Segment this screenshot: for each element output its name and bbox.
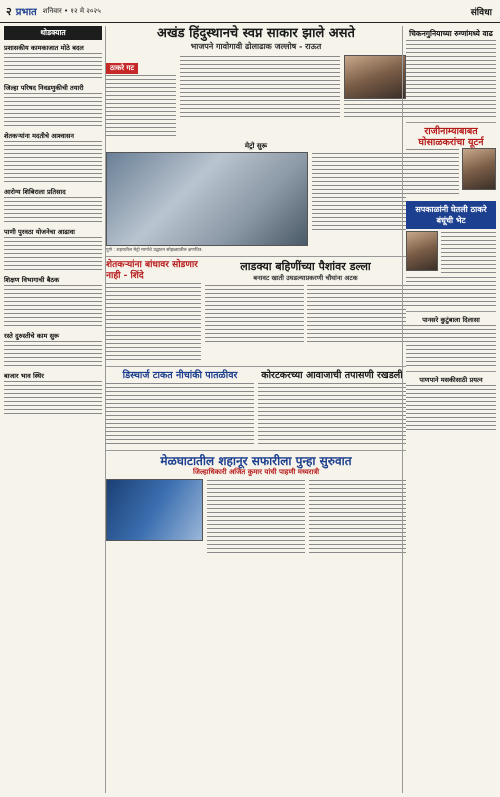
brief-headline: आरोग्य शिबिराला प्रतिसाद <box>4 188 66 196</box>
farmers-headline: शेतकऱ्यांना बांधावर सोडणार नाही - शिंदे <box>106 260 198 281</box>
voice-test-headline: कोरटकरच्या आवाजाची तपासणी रखडली <box>261 370 403 381</box>
briefs-label: थोडक्यात <box>4 26 102 40</box>
scheme-subheadline: बनावट खाती उघडल्याप्रकरणी चौघांना अटक <box>253 274 358 282</box>
right-column <box>402 26 496 793</box>
section-name: संविधा <box>470 7 492 18</box>
right-headline-1: चिकनगुनियाच्या रुग्णांमध्ये वाढ <box>409 29 493 38</box>
brand-logo: प्रभात <box>15 7 37 18</box>
brief-headline: शेतकऱ्यांना मदतीचे आश्वासन <box>4 132 74 140</box>
metro-photo <box>106 152 308 246</box>
discharge-headline: डिस्चार्ज टाकत नीचांकी पातळीवर <box>122 370 238 381</box>
page-header <box>0 0 500 23</box>
lead-headline: अखंड हिंदुस्थानचे स्वप्न साकार झाले असते <box>157 26 355 41</box>
right-blue-box: सपकाळांनी घेतली ठाकरे बंधूंची भेट <box>406 201 496 229</box>
right-headline-2: राजीनाम्याबाबत घोसाळकरांचा यूटर्न <box>418 126 484 148</box>
right-portrait-2 <box>406 231 438 271</box>
date-line: शनिवार • १२ मे २०२५ <box>42 6 101 15</box>
page-number: २ <box>6 4 12 18</box>
tag-badge: ठाकरे गट <box>106 63 138 74</box>
safari-subheadline: जिल्हाधिकारी अजित कुमार यांची पाहणी मध्यरात्री <box>192 468 320 476</box>
brief-headline: पाणी पुरवठा योजनेचा आढावा <box>4 228 75 236</box>
brief-headline: प्रशासकीय कामकाजात मोठे बदल <box>4 44 84 52</box>
right-portrait <box>462 148 496 190</box>
photo-caption: पुणे : शहरातील मेट्रो मार्गाचे उद्घाटन सोहळ्यातील क्षणचित्र. <box>106 248 203 253</box>
right-headline-4: पाणपाने मसकीसाठी प्रयत्न <box>419 376 483 384</box>
right-headline-3: पानसरे कुटुंबाला दिलासा <box>422 316 480 324</box>
metro-headline: मेट्रो सुरू <box>244 142 268 150</box>
brief-headline: शिक्षण विभागाची बैठक <box>4 276 60 284</box>
safari-headline: मेळघाटातील शहानूर सफारीला पुन्हा सुरुवात <box>160 454 352 468</box>
brief-headline: बाजार भाव स्थिर <box>4 372 44 380</box>
brief-headline: जिल्हा परिषद निवडणुकीची तयारी <box>4 84 84 92</box>
safari-photo <box>106 479 203 541</box>
lead-subheadline: भाजपने गावोगावी ढोलाढाक जल्लोष - राऊत <box>190 42 322 51</box>
left-column <box>4 26 106 793</box>
brief-headline: रस्ते दुरुस्तीचे काम सुरू <box>4 332 60 340</box>
portrait-photo <box>344 55 406 99</box>
scheme-headline: लाडक्या बहिणींच्या पैशांवर डल्ला <box>240 260 371 273</box>
left-briefs <box>4 43 102 416</box>
center-column <box>106 26 406 793</box>
